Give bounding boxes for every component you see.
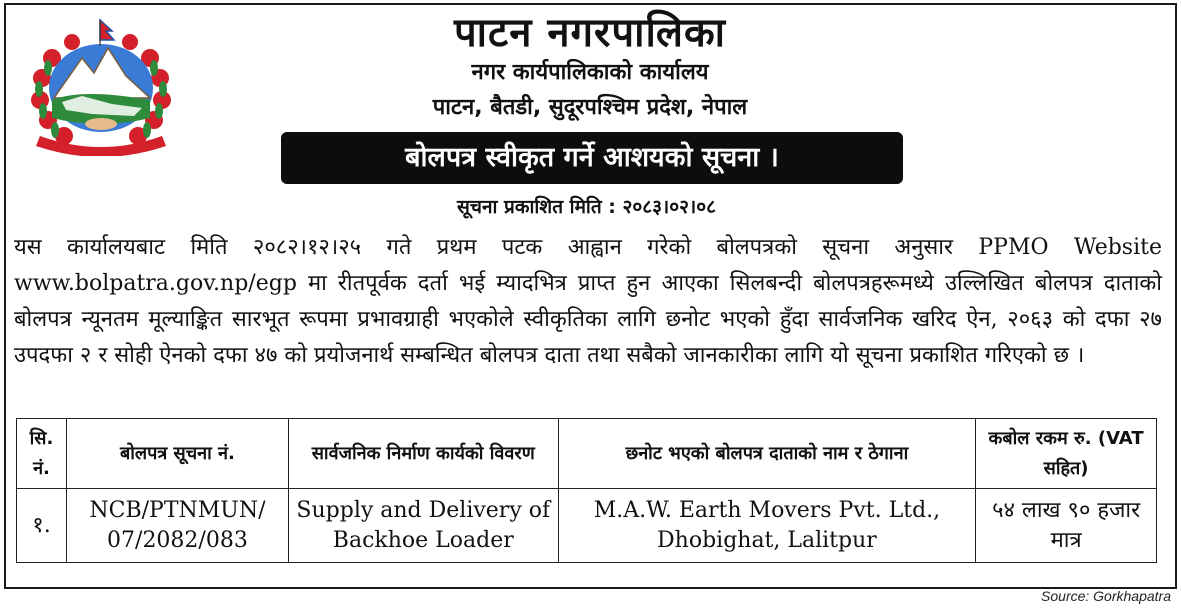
cell-bidder: M.A.W. Earth Movers Pvt. Ltd., Dhobighat, Lalitpur [558, 489, 976, 563]
cell-sn: १. [17, 489, 67, 563]
header-sn: सि. नं. [17, 419, 67, 489]
table-header-row [17, 419, 1157, 489]
award-table [16, 418, 1157, 563]
header-notice-no: बोलपत्र सूचना नं. [66, 419, 288, 489]
notice-paragraph: यस कार्यालयबाट मिति २०८२।१२।२५ गते प्रथम पटक आह्वान गरेको बोलपत्रको सूचना अनुसार PPMO Website www.bolpatra.gov.np/egp मा रीतपूर्वक दर्ता भई म्यादभित्र प्राप्त हुन आएका सिलबन्दी बोलपत्रहरूमध्ये उल्लिखित बोलपत्र दाताको बोलपत्र न्यूनतम मूल्याङ्कित सारभूत रूपमा प्रभावग्राही भएकोले स्वीकृतिका लागि छनोट भएको हुँदा सार्वजनिक खरिद ऐन, २०६३ को दफा २७ उपदफा २ र सोही ऐनको दफा ४७ को प्रयोजनार्थ सम्बन्धित बोलपत्र दाता तथा सबैको जानकारीका लागि यो सूचना प्रकाशित गरिएको छ । [14, 235, 1162, 368]
header-bidder: छनोट भएको बोलपत्र दाताको नाम र ठेगाना [558, 419, 976, 489]
nepal-emblem-icon [22, 18, 180, 156]
office-address: पाटन, बैतडी, सुदूरपश्चिम प्रदेश, नेपाल [432, 95, 748, 120]
header-work: सार्वजनिक निर्माण कार्यको विवरण [288, 419, 558, 489]
municipality-title: पाटन नगरपालिका [453, 10, 727, 56]
cell-work: Supply and Delivery of Backhoe Loader [288, 489, 558, 563]
table-row [17, 489, 1157, 563]
cell-notice-no: NCB/PTNMUN/ 07/2082/083 [66, 489, 288, 563]
notice-title-banner: बोलपत्र स्वीकृत गर्ने आशयको सूचना । [281, 132, 903, 184]
cell-amount: ५४ लाख ९० हजार मात्र [976, 489, 1157, 563]
source-credit: Source: Gorkhapatra [1041, 588, 1171, 604]
header-amount: कबोल रकम रु. (VAT सहित) [976, 419, 1157, 489]
publish-date: सूचना प्रकाशित मिति : २०८३।०२।०८ [457, 196, 716, 218]
office-name: नगर कार्यपालिकाको कार्यालय [471, 60, 709, 85]
